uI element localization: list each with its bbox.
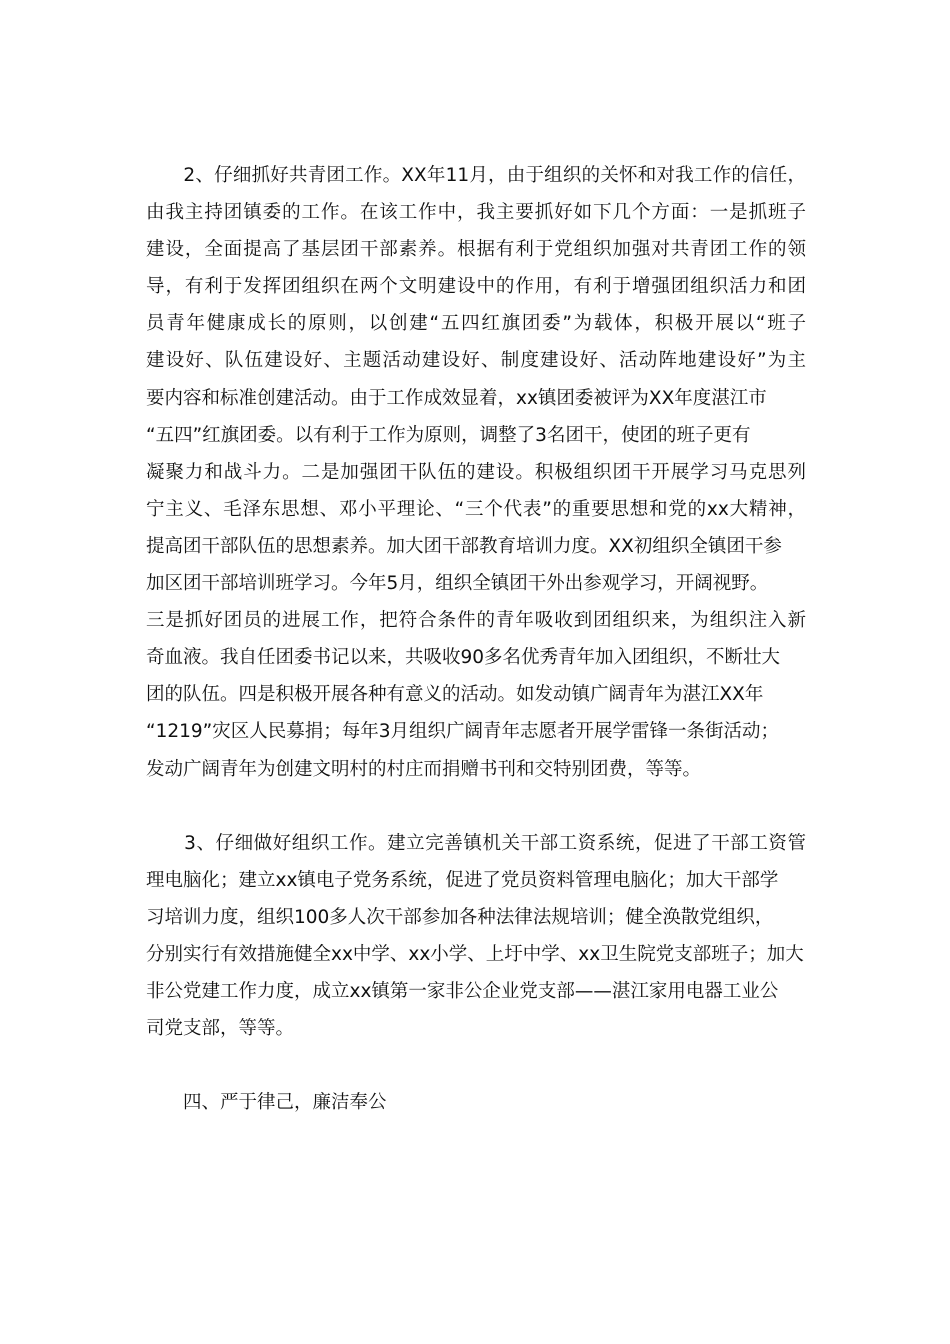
paragraph-line: 2、仔细抓好共青团工作。XX年11月，由于组织的关怀和对我工作的信任， <box>146 165 806 186</box>
paragraph-line: 导，有利于发挥团组织在两个文明建设中的作用，有利于增强团组织活力和团 <box>146 276 806 298</box>
paragraph-line: 三是抓好团员的进展工作，把符合条件的青年吸收到团组织来，为组织注入新 <box>146 610 806 632</box>
paragraph-line: 建设，全面提高了基层团干部素养。根据有利于党组织加强对共青团工作的领 <box>146 239 806 261</box>
paragraph-line: 奇血液。我自任团委书记以来，共吸收90多名优秀青年加入团组织，不断壮大 <box>146 647 781 669</box>
paragraph-line: 非公党建工作力度，成立xx镇第一家非公企业党支部——湛江家用电器工业公 <box>146 981 779 1003</box>
document-body <box>146 157 806 1121</box>
paragraph-line: 要内容和标准创建活动。由于工作成效显着，xx镇团委被评为XX年度湛江市 <box>146 387 767 409</box>
paragraph-line: 司党支部，等等。 <box>146 1018 295 1040</box>
paragraph-line: 凝聚力和战斗力。二是加强团干队伍的建设。积极组织团干开展学习马克思列 <box>146 461 806 483</box>
paragraph-2 <box>146 157 806 788</box>
paragraph-line: 加区团干部培训班学习。今年5月，组织全镇团干外出参观学习，开阔视野。 <box>146 573 769 595</box>
paragraph-line: 员青年健康成长的原则，以创建“五四红旗团委”为载体，积极开展以“班子 <box>146 313 806 335</box>
paragraph-3 <box>146 825 806 1048</box>
paragraph-line: 分别实行有效措施健全xx中学、xx小学、上圩中学、xx卫生院党支部班子；加大 <box>146 943 804 965</box>
paragraph-gap <box>146 1047 806 1084</box>
paragraph-line: 宁主义、毛泽东思想、邓小平理论、“三个代表”的重要思想和党的xx大精神， <box>146 498 806 520</box>
paragraph-gap <box>146 788 806 825</box>
paragraph-line: 习培训力度，组织100多人次干部参加各种法律法规培训；健全涣散党组织， <box>146 906 774 928</box>
paragraph-line: 3、仔细做好组织工作。建立完善镇机关干部工资系统，促进了干部工资管 <box>146 832 806 854</box>
paragraph-line: “五四”红旗团委。以有利于工作为原则，调整了3名团干，使团的班子更有 <box>146 424 751 446</box>
paragraph-line: 团的队伍。四是积极开展各种有意义的活动。如发动镇广阔青年为湛江XX年 <box>146 684 764 706</box>
paragraph-line: 由我主持团镇委的工作。在该工作中，我主要抓好如下几个方面：一是抓班子 <box>146 202 806 224</box>
paragraph-line: 提高团干部队伍的思想素养。加大团干部教育培训力度。XX初组织全镇团干参 <box>146 535 782 557</box>
paragraph-line: 建设好、队伍建设好、主题活动建设好、制度建设好、活动阵地建设好”为主 <box>146 350 806 372</box>
paragraph-line: “1219”灾区人民募捐；每年3月组织广阔青年志愿者开展学雷锋一条街活动； <box>146 721 780 743</box>
paragraph-line: 发动广阔青年为创建文明村的村庄而捐赠书刊和交特别团费，等等。 <box>146 758 702 780</box>
section-heading: 四、严于律己，廉洁奉公 <box>146 1092 387 1114</box>
paragraph-line: 理电脑化；建立xx镇电子党务系统，促进了党员资料管理电脑化；加大干部学 <box>146 869 779 891</box>
